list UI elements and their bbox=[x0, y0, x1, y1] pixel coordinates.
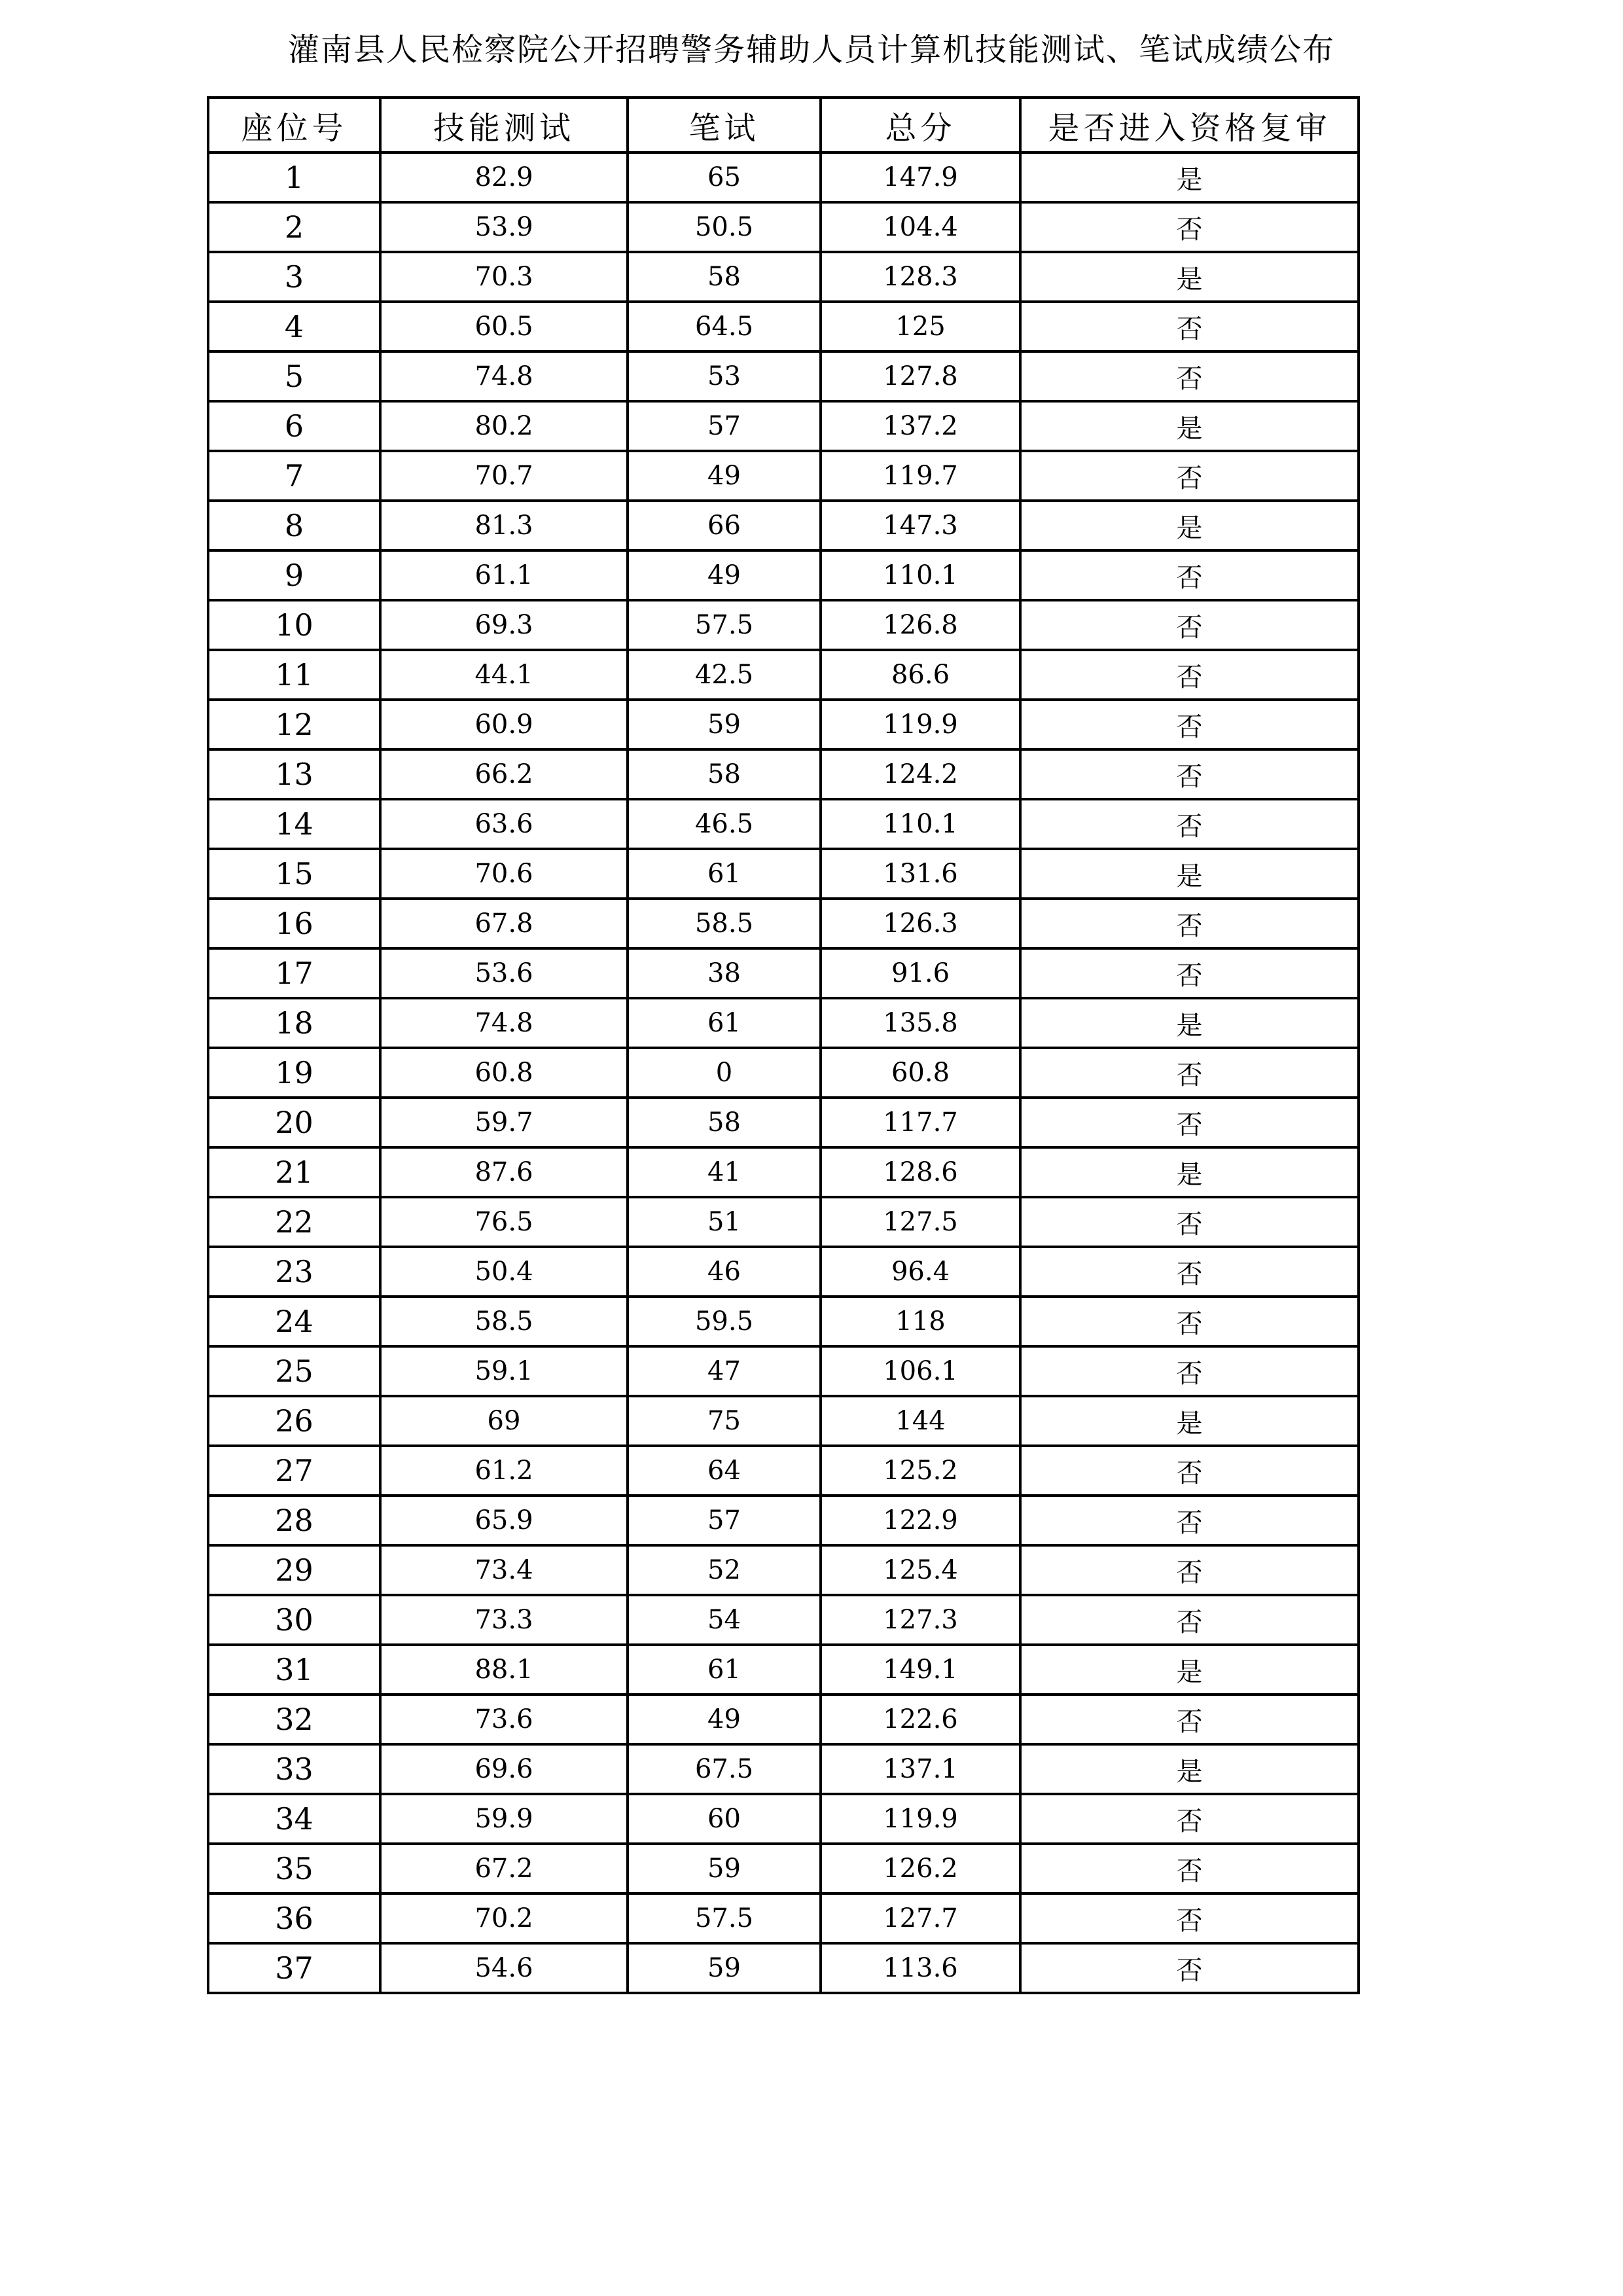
seat-number-cell: 21 bbox=[208, 1147, 380, 1197]
skill-test-cell: 73.3 bbox=[380, 1595, 628, 1645]
written-test-cell: 49 bbox=[628, 1695, 821, 1744]
written-test-cell: 57.5 bbox=[628, 1893, 821, 1943]
table-row bbox=[208, 451, 1359, 501]
qualification-cell: 否 bbox=[1020, 799, 1359, 849]
skill-test-cell: 69.3 bbox=[380, 600, 628, 650]
written-test-cell: 58 bbox=[628, 1098, 821, 1147]
total-score-cell: 127.8 bbox=[821, 351, 1020, 401]
total-score-cell: 106.1 bbox=[821, 1346, 1020, 1396]
total-score-cell: 135.8 bbox=[821, 998, 1020, 1048]
written-test-cell: 42.5 bbox=[628, 650, 821, 700]
written-test-cell: 57 bbox=[628, 1496, 821, 1545]
qualification-cell: 否 bbox=[1020, 302, 1359, 351]
table-row bbox=[208, 799, 1359, 849]
skill-test-cell: 63.6 bbox=[380, 799, 628, 849]
total-score-cell: 118 bbox=[821, 1297, 1020, 1346]
seat-number-cell: 32 bbox=[208, 1695, 380, 1744]
total-score-cell: 124.2 bbox=[821, 749, 1020, 799]
total-score-cell: 125.2 bbox=[821, 1446, 1020, 1496]
written-test-cell: 57.5 bbox=[628, 600, 821, 650]
seat-number-cell: 14 bbox=[208, 799, 380, 849]
skill-test-cell: 67.8 bbox=[380, 899, 628, 948]
skill-test-cell: 59.1 bbox=[380, 1346, 628, 1396]
total-score-cell: 119.9 bbox=[821, 1794, 1020, 1844]
seat-number-cell: 1 bbox=[208, 152, 380, 202]
skill-test-cell: 61.2 bbox=[380, 1446, 628, 1496]
total-score-cell: 122.9 bbox=[821, 1496, 1020, 1545]
written-test-cell: 46.5 bbox=[628, 799, 821, 849]
seat-number-cell: 8 bbox=[208, 501, 380, 550]
table-row bbox=[208, 1346, 1359, 1396]
seat-number-cell: 23 bbox=[208, 1247, 380, 1297]
qualification-cell: 是 bbox=[1020, 1396, 1359, 1446]
skill-test-cell: 69.6 bbox=[380, 1744, 628, 1794]
written-test-cell: 58 bbox=[628, 252, 821, 302]
seat-number-cell: 7 bbox=[208, 451, 380, 501]
total-score-cell: 127.3 bbox=[821, 1595, 1020, 1645]
total-score-cell: 127.7 bbox=[821, 1893, 1020, 1943]
skill-test-cell: 88.1 bbox=[380, 1645, 628, 1695]
written-test-cell: 58.5 bbox=[628, 899, 821, 948]
table-row bbox=[208, 1545, 1359, 1595]
written-test-cell: 66 bbox=[628, 501, 821, 550]
qualification-cell: 否 bbox=[1020, 1297, 1359, 1346]
table-body bbox=[208, 152, 1359, 1993]
skill-test-cell: 60.5 bbox=[380, 302, 628, 351]
table-row bbox=[208, 351, 1359, 401]
skill-test-cell: 70.6 bbox=[380, 849, 628, 899]
header-written-test: 笔试 bbox=[628, 98, 821, 152]
skill-test-cell: 58.5 bbox=[380, 1297, 628, 1346]
seat-number-cell: 15 bbox=[208, 849, 380, 899]
skill-test-cell: 81.3 bbox=[380, 501, 628, 550]
qualification-cell: 否 bbox=[1020, 1794, 1359, 1844]
seat-number-cell: 13 bbox=[208, 749, 380, 799]
table-row bbox=[208, 899, 1359, 948]
qualification-cell: 否 bbox=[1020, 1446, 1359, 1496]
table-row bbox=[208, 152, 1359, 202]
total-score-cell: 125.4 bbox=[821, 1545, 1020, 1595]
skill-test-cell: 65.9 bbox=[380, 1496, 628, 1545]
written-test-cell: 64 bbox=[628, 1446, 821, 1496]
total-score-cell: 126.8 bbox=[821, 600, 1020, 650]
seat-number-cell: 9 bbox=[208, 550, 380, 600]
written-test-cell: 75 bbox=[628, 1396, 821, 1446]
seat-number-cell: 2 bbox=[208, 202, 380, 252]
total-score-cell: 113.6 bbox=[821, 1943, 1020, 1993]
skill-test-cell: 60.8 bbox=[380, 1048, 628, 1098]
qualification-cell: 是 bbox=[1020, 252, 1359, 302]
table-row bbox=[208, 1297, 1359, 1346]
qualification-cell: 否 bbox=[1020, 749, 1359, 799]
total-score-cell: 125 bbox=[821, 302, 1020, 351]
written-test-cell: 51 bbox=[628, 1197, 821, 1247]
qualification-cell: 否 bbox=[1020, 1496, 1359, 1545]
qualification-cell: 是 bbox=[1020, 1147, 1359, 1197]
qualification-cell: 否 bbox=[1020, 650, 1359, 700]
written-test-cell: 59 bbox=[628, 700, 821, 749]
written-test-cell: 61 bbox=[628, 849, 821, 899]
seat-number-cell: 19 bbox=[208, 1048, 380, 1098]
total-score-cell: 131.6 bbox=[821, 849, 1020, 899]
qualification-cell: 否 bbox=[1020, 451, 1359, 501]
skill-test-cell: 44.1 bbox=[380, 650, 628, 700]
seat-number-cell: 20 bbox=[208, 1098, 380, 1147]
table-row bbox=[208, 1744, 1359, 1794]
total-score-cell: 117.7 bbox=[821, 1098, 1020, 1147]
qualification-cell: 否 bbox=[1020, 1695, 1359, 1744]
qualification-cell: 否 bbox=[1020, 1048, 1359, 1098]
total-score-cell: 128.3 bbox=[821, 252, 1020, 302]
table-row bbox=[208, 1098, 1359, 1147]
skill-test-cell: 70.3 bbox=[380, 252, 628, 302]
total-score-cell: 149.1 bbox=[821, 1645, 1020, 1695]
table-row bbox=[208, 302, 1359, 351]
qualification-cell: 否 bbox=[1020, 1197, 1359, 1247]
seat-number-cell: 35 bbox=[208, 1844, 380, 1893]
written-test-cell: 61 bbox=[628, 1645, 821, 1695]
written-test-cell: 46 bbox=[628, 1247, 821, 1297]
written-test-cell: 38 bbox=[628, 948, 821, 998]
table-row bbox=[208, 550, 1359, 600]
skill-test-cell: 74.8 bbox=[380, 998, 628, 1048]
qualification-cell: 否 bbox=[1020, 351, 1359, 401]
skill-test-cell: 59.7 bbox=[380, 1098, 628, 1147]
table-row bbox=[208, 849, 1359, 899]
total-score-cell: 122.6 bbox=[821, 1695, 1020, 1744]
written-test-cell: 0 bbox=[628, 1048, 821, 1098]
seat-number-cell: 26 bbox=[208, 1396, 380, 1446]
qualification-cell: 否 bbox=[1020, 1346, 1359, 1396]
qualification-cell: 否 bbox=[1020, 600, 1359, 650]
table-row bbox=[208, 998, 1359, 1048]
table-row bbox=[208, 948, 1359, 998]
skill-test-cell: 60.9 bbox=[380, 700, 628, 749]
qualification-cell: 是 bbox=[1020, 998, 1359, 1048]
qualification-cell: 是 bbox=[1020, 501, 1359, 550]
skill-test-cell: 61.1 bbox=[380, 550, 628, 600]
skill-test-cell: 54.6 bbox=[380, 1943, 628, 1993]
total-score-cell: 96.4 bbox=[821, 1247, 1020, 1297]
table-row bbox=[208, 749, 1359, 799]
qualification-cell: 是 bbox=[1020, 1645, 1359, 1695]
total-score-cell: 147.9 bbox=[821, 152, 1020, 202]
seat-number-cell: 24 bbox=[208, 1297, 380, 1346]
skill-test-cell: 59.9 bbox=[380, 1794, 628, 1844]
qualification-cell: 否 bbox=[1020, 1098, 1359, 1147]
seat-number-cell: 22 bbox=[208, 1197, 380, 1247]
qualification-cell: 否 bbox=[1020, 899, 1359, 948]
seat-number-cell: 25 bbox=[208, 1346, 380, 1396]
seat-number-cell: 31 bbox=[208, 1645, 380, 1695]
skill-test-cell: 66.2 bbox=[380, 749, 628, 799]
total-score-cell: 104.4 bbox=[821, 202, 1020, 252]
skill-test-cell: 74.8 bbox=[380, 351, 628, 401]
skill-test-cell: 73.6 bbox=[380, 1695, 628, 1744]
skill-test-cell: 70.2 bbox=[380, 1893, 628, 1943]
qualification-cell: 否 bbox=[1020, 1943, 1359, 1993]
document-title: 灌南县人民检察院公开招聘警务辅助人员计算机技能测试、笔试成绩公布 bbox=[287, 31, 1335, 68]
written-test-cell: 49 bbox=[628, 550, 821, 600]
skill-test-cell: 80.2 bbox=[380, 401, 628, 451]
total-score-cell: 110.1 bbox=[821, 799, 1020, 849]
qualification-cell: 是 bbox=[1020, 849, 1359, 899]
written-test-cell: 49 bbox=[628, 451, 821, 501]
total-score-cell: 60.8 bbox=[821, 1048, 1020, 1098]
seat-number-cell: 12 bbox=[208, 700, 380, 749]
seat-number-cell: 3 bbox=[208, 252, 380, 302]
written-test-cell: 67.5 bbox=[628, 1744, 821, 1794]
table-row bbox=[208, 1396, 1359, 1446]
header-seat-number: 座位号 bbox=[208, 98, 380, 152]
table-row bbox=[208, 1496, 1359, 1545]
seat-number-cell: 11 bbox=[208, 650, 380, 700]
seat-number-cell: 29 bbox=[208, 1545, 380, 1595]
table-row bbox=[208, 1893, 1359, 1943]
qualification-cell: 否 bbox=[1020, 1844, 1359, 1893]
written-test-cell: 58 bbox=[628, 749, 821, 799]
written-test-cell: 57 bbox=[628, 401, 821, 451]
written-test-cell: 52 bbox=[628, 1545, 821, 1595]
qualification-cell: 是 bbox=[1020, 1744, 1359, 1794]
seat-number-cell: 17 bbox=[208, 948, 380, 998]
table-row bbox=[208, 1794, 1359, 1844]
qualification-cell: 否 bbox=[1020, 1545, 1359, 1595]
written-test-cell: 59 bbox=[628, 1844, 821, 1893]
table-row bbox=[208, 1147, 1359, 1197]
seat-number-cell: 4 bbox=[208, 302, 380, 351]
table-row bbox=[208, 1645, 1359, 1695]
total-score-cell: 144 bbox=[821, 1396, 1020, 1446]
skill-test-cell: 53.9 bbox=[380, 202, 628, 252]
qualification-cell: 否 bbox=[1020, 202, 1359, 252]
table-row bbox=[208, 1247, 1359, 1297]
qualification-cell: 否 bbox=[1020, 1247, 1359, 1297]
table-row bbox=[208, 700, 1359, 749]
table-row bbox=[208, 1844, 1359, 1893]
header-qualification-review: 是否进入资格复审 bbox=[1020, 98, 1359, 152]
total-score-cell: 119.9 bbox=[821, 700, 1020, 749]
total-score-cell: 91.6 bbox=[821, 948, 1020, 998]
seat-number-cell: 30 bbox=[208, 1595, 380, 1645]
total-score-cell: 128.6 bbox=[821, 1147, 1020, 1197]
table-row bbox=[208, 1695, 1359, 1744]
seat-number-cell: 28 bbox=[208, 1496, 380, 1545]
table-row bbox=[208, 1943, 1359, 1993]
skill-test-cell: 76.5 bbox=[380, 1197, 628, 1247]
seat-number-cell: 16 bbox=[208, 899, 380, 948]
total-score-cell: 126.2 bbox=[821, 1844, 1020, 1893]
table-row bbox=[208, 1595, 1359, 1645]
total-score-cell: 127.5 bbox=[821, 1197, 1020, 1247]
written-test-cell: 65 bbox=[628, 152, 821, 202]
qualification-cell: 否 bbox=[1020, 948, 1359, 998]
table-row bbox=[208, 1197, 1359, 1247]
written-test-cell: 50.5 bbox=[628, 202, 821, 252]
table-row bbox=[208, 1446, 1359, 1496]
qualification-cell: 否 bbox=[1020, 700, 1359, 749]
seat-number-cell: 27 bbox=[208, 1446, 380, 1496]
skill-test-cell: 87.6 bbox=[380, 1147, 628, 1197]
seat-number-cell: 18 bbox=[208, 998, 380, 1048]
table-row bbox=[208, 600, 1359, 650]
table-row bbox=[208, 1048, 1359, 1098]
seat-number-cell: 36 bbox=[208, 1893, 380, 1943]
table-row bbox=[208, 650, 1359, 700]
qualification-cell: 是 bbox=[1020, 401, 1359, 451]
total-score-cell: 110.1 bbox=[821, 550, 1020, 600]
table-row bbox=[208, 401, 1359, 451]
header-total-score: 总分 bbox=[821, 98, 1020, 152]
skill-test-cell: 53.6 bbox=[380, 948, 628, 998]
qualification-cell: 否 bbox=[1020, 1893, 1359, 1943]
skill-test-cell: 73.4 bbox=[380, 1545, 628, 1595]
table-row bbox=[208, 252, 1359, 302]
written-test-cell: 41 bbox=[628, 1147, 821, 1197]
score-table bbox=[207, 96, 1360, 1994]
table-row bbox=[208, 202, 1359, 252]
table-row bbox=[208, 501, 1359, 550]
seat-number-cell: 10 bbox=[208, 600, 380, 650]
seat-number-cell: 34 bbox=[208, 1794, 380, 1844]
header-skill-test: 技能测试 bbox=[380, 98, 628, 152]
total-score-cell: 147.3 bbox=[821, 501, 1020, 550]
written-test-cell: 64.5 bbox=[628, 302, 821, 351]
written-test-cell: 59 bbox=[628, 1943, 821, 1993]
seat-number-cell: 33 bbox=[208, 1744, 380, 1794]
seat-number-cell: 5 bbox=[208, 351, 380, 401]
written-test-cell: 53 bbox=[628, 351, 821, 401]
total-score-cell: 86.6 bbox=[821, 650, 1020, 700]
skill-test-cell: 82.9 bbox=[380, 152, 628, 202]
table-header-row bbox=[208, 98, 1359, 152]
total-score-cell: 137.2 bbox=[821, 401, 1020, 451]
written-test-cell: 47 bbox=[628, 1346, 821, 1396]
seat-number-cell: 6 bbox=[208, 401, 380, 451]
seat-number-cell: 37 bbox=[208, 1943, 380, 1993]
qualification-cell: 否 bbox=[1020, 550, 1359, 600]
qualification-cell: 否 bbox=[1020, 1595, 1359, 1645]
skill-test-cell: 70.7 bbox=[380, 451, 628, 501]
skill-test-cell: 69 bbox=[380, 1396, 628, 1446]
total-score-cell: 126.3 bbox=[821, 899, 1020, 948]
written-test-cell: 59.5 bbox=[628, 1297, 821, 1346]
written-test-cell: 60 bbox=[628, 1794, 821, 1844]
skill-test-cell: 67.2 bbox=[380, 1844, 628, 1893]
total-score-cell: 137.1 bbox=[821, 1744, 1020, 1794]
skill-test-cell: 50.4 bbox=[380, 1247, 628, 1297]
written-test-cell: 61 bbox=[628, 998, 821, 1048]
written-test-cell: 54 bbox=[628, 1595, 821, 1645]
total-score-cell: 119.7 bbox=[821, 451, 1020, 501]
qualification-cell: 是 bbox=[1020, 152, 1359, 202]
